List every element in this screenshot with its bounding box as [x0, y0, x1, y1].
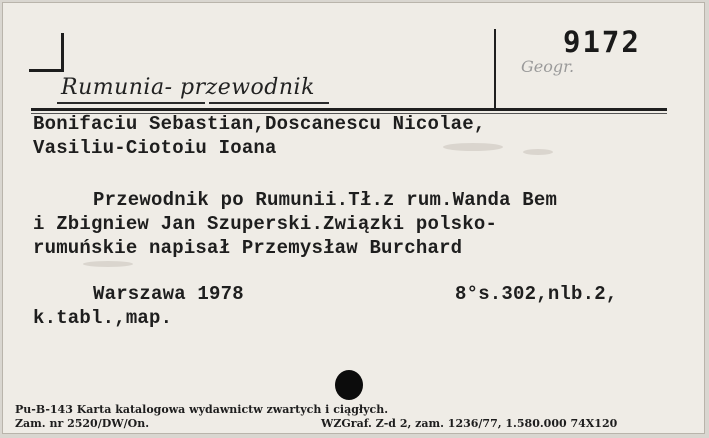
imprint-place-year: Warszawa 1978: [93, 283, 244, 305]
subject-heading: Rumunia- przewodnik: [61, 75, 315, 100]
subject-underline-second: [209, 102, 329, 104]
header-divider: [494, 29, 496, 109]
call-number: 9172: [563, 25, 641, 59]
corner-mark-horizontal: [29, 69, 64, 72]
filing-hole: [335, 370, 363, 400]
title-line-1: Przewodnik po Rumunii.Tł.z rum.Wanda Bem: [93, 189, 558, 211]
heading-rule: [31, 108, 667, 111]
footer-form-line: Pu-B-143 Karta katalogowa wydawnictw zwartych i ciągłych.: [15, 403, 389, 416]
footer-printer: WZGraf. Z-d 2, zam. 1236/77, 1.580.000 74X120: [321, 417, 618, 430]
catalog-card: [2, 2, 705, 434]
subject-underline: [57, 102, 205, 104]
smudge: [443, 143, 503, 151]
title-line-3: rumuńskie napisał Przemysław Burchard: [33, 237, 463, 259]
footer-order-number: Zam. nr 2520/DW/On.: [15, 417, 150, 430]
classification-mark: Geogr.: [521, 57, 575, 76]
collation-continued: k.tabl.,map.: [33, 307, 173, 329]
title-line-2: i Zbigniew Jan Szuperski.Związki polsko-: [33, 213, 498, 235]
smudge: [523, 149, 553, 155]
smudge: [83, 261, 133, 267]
author-line-1: Bonifaciu Sebastian,Doscanescu Nicolae,: [33, 113, 486, 135]
corner-mark-vertical: [61, 33, 64, 71]
author-line-2: Vasiliu-Ciotoiu Ioana: [33, 137, 277, 159]
collation: 8°s.302,nlb.2,: [455, 283, 618, 305]
